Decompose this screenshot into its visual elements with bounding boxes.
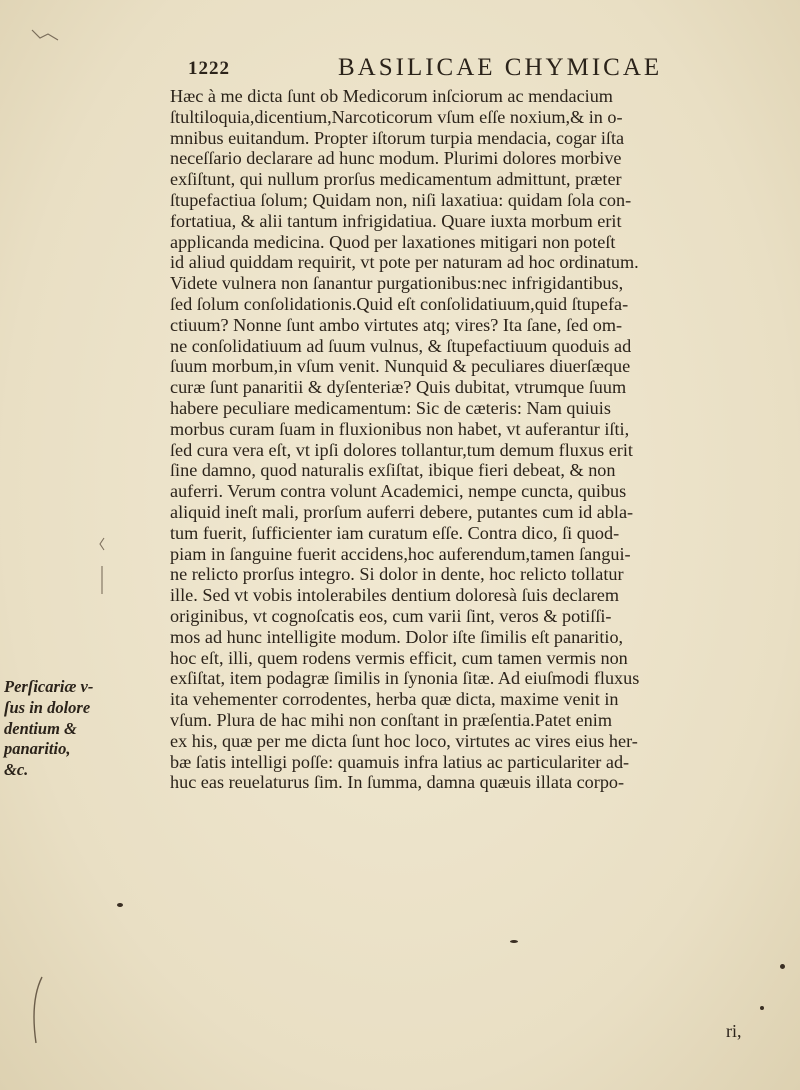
body-text [170,86,770,793]
text-line: id aliud quiddam requirit, vt pote per naturam ad hoc ordinatum. [170,252,639,273]
ink-speck [780,964,785,969]
text-line: huc eas reuelaturus ſim. In ſumma, damna quæuis illata corpo- [170,772,625,793]
pencil-mark-icon [28,975,46,1045]
text-line: vſum. Plura de hac mihi non conſtant in præſentia.Patet enim [170,709,612,730]
margin-tick-icon [96,536,110,596]
text-line: neceſſario declarare ad hunc modum. Plurimi dolores morbive [170,148,622,169]
text-line: ſed ſolum conſolidationis.Quid eſt conſolidatiuum,quid ſtupefa- [170,293,629,314]
text-line: fortatiua, & alii tantum infrigidatiua. Quare iuxta morbum erit [170,210,622,231]
text-line: hoc eſt, illi, quem rodens vermis efficit, cum tamen vermis non [170,647,628,668]
text-line: ne relicto prorſus integro. Si dolor in dente, hoc relicto tollatur [170,564,624,585]
corner-mark-icon [30,24,64,44]
text-line: Hæc à me dicta ſunt ob Medicorum inſciorum ac mendacium [170,86,613,106]
text-line: ſtultiloquia,dicentium,Narcoticorum vſum eſſe noxium,& in o- [170,106,623,127]
text-line: aliquid ineſt mali, prorſum auferri debere, putantes cum id abla- [170,501,634,522]
text-line: habere peculiare medicamentum: Sic de cæteris: Nam quiuis [170,397,611,418]
text-line: ex his, quæ per me dicta ſunt hoc loco, virtutes ac vires eius her- [170,730,638,751]
text-line: ſine damno, quod naturalis exſiſtat, ibique fieri debeat, & non [170,460,616,481]
margin-note-line: Perſicariæ v- [4,677,94,696]
text-line: morbus curam ſuam in fluxionibus non habet, vt auferantur iſti, [170,418,630,439]
text-line: ctiuum? Nonne ſunt ambo virtutes atq; vires? Ita ſane, ſed om- [170,314,623,335]
margin-note-line: panaritio, [4,739,71,759]
text-line: exſiſtat, item podagræ ſimilis in ſynonia ſitæ. Ad eiuſmodi fluxus [170,668,640,689]
text-line: exſiſtunt, qui nullum prorſus medicamentum admittunt, præter [170,169,622,190]
page-header [188,54,768,88]
text-line: ſed cura vera eſt, vt ipſi dolores tollantur,tum demum fluxus erit [170,439,633,460]
ink-speck [510,940,518,943]
text-line: ſtupefactiua ſolum; Quidam non, niſi laxatiua: quidam ſola con- [170,189,632,210]
text-line: ne conſolidatiuum ad ſuum vulnus, & ſtupefactiuum quoduis ad [170,335,632,356]
text-line: applicanda medicina. Quod per laxationes mitigari non poteſt [170,231,616,252]
text-line: ſuum morbum,in vſum venit. Nunquid & peculiares diuerſæque [170,356,631,377]
margin-note-line: ſus in dolore [4,697,91,717]
margin-note-line: &c. [4,760,29,780]
text-line: mos ad hunc intelligite modum. Dolor iſte ſimilis eſt panaritio, [170,626,624,647]
ink-speck [117,903,123,907]
text-line: ille. Sed vt vobis intolerabiles dentium doloresà ſuis declarem [170,585,620,606]
text-line: originibus, vt cognoſcatis eos, cum varii ſint, veros & potiſſi- [170,605,612,626]
text-line: tum fuerit, ſufficienter iam curatum eſſe. Contra dico, ſi quod- [170,522,620,543]
text-line: auferri. Verum contra volunt Academici, nempe cuncta, quibus [170,481,627,502]
text-line: piam in ſanguine fuerit accidens,hoc auferendum,tamen ſangui- [170,543,631,564]
text-line: curæ ſunt panaritii & dyſenteriæ? Quis dubitat, vtrumque ſuum [170,377,627,398]
text-line: ita vehementer corrodentes, herba quæ dicta, maxime venit in [170,689,619,710]
catchword: ri, [726,1021,742,1041]
text-line: Videte vulnera non ſanantur purgationibus:nec infrigidantibus, [170,273,624,294]
text-line: mnibus euitandum. Propter iſtorum turpia mendacia, cogar iſta [170,127,625,148]
text-line: bæ ſatis intelligi poſſe: quamuis infra latius ac particulariter ad- [170,751,630,772]
ink-speck [760,1006,764,1010]
margin-note-line: dentium & [4,718,77,738]
page-number: 1222 [188,58,230,79]
running-head: BASILICAE CHYMICAE [338,54,663,81]
margin-note [4,677,172,781]
